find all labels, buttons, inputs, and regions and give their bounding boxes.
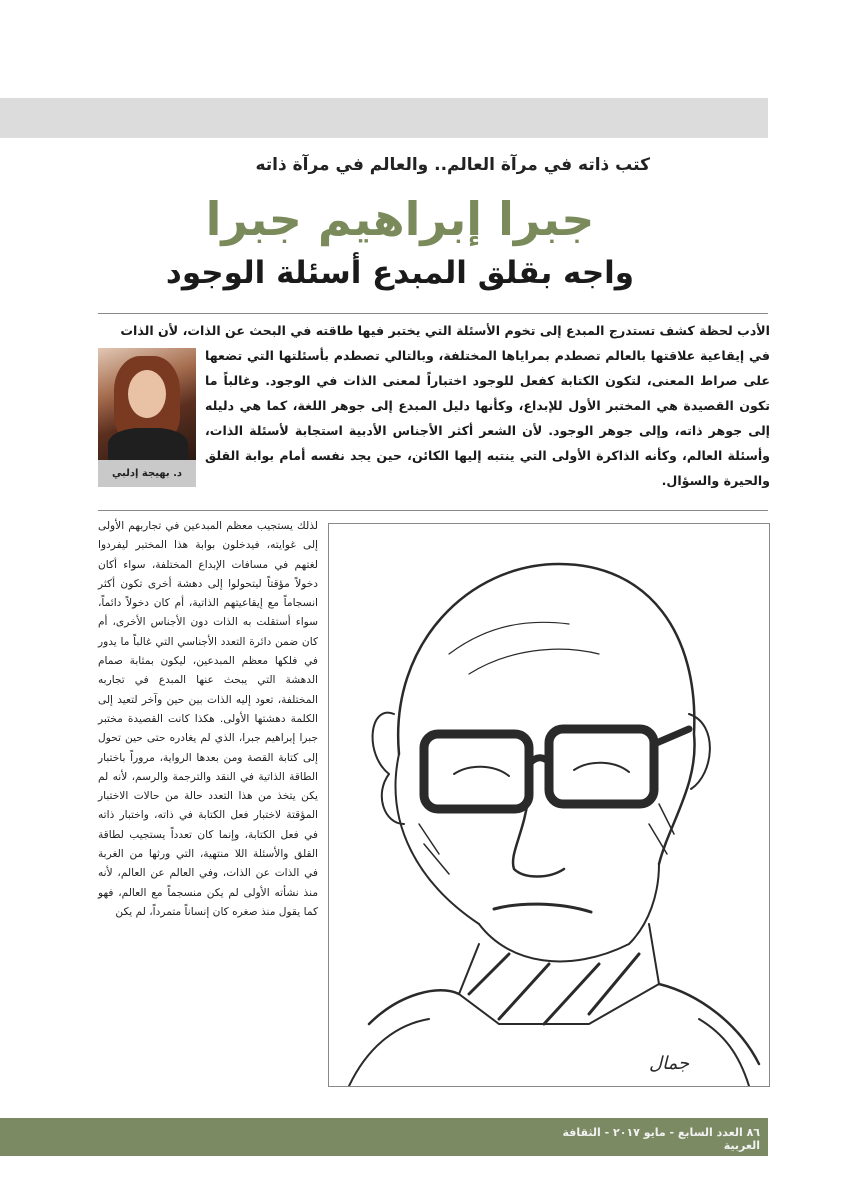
divider-top — [98, 313, 768, 314]
portrait-illustration — [328, 523, 770, 1087]
author-caption: د. بهيجة إدلبي — [98, 460, 196, 487]
top-gray-band — [0, 98, 768, 138]
article-subtitle: واجه بقلق المبدع أسئلة الوجود — [165, 255, 635, 291]
author-photo — [98, 348, 196, 460]
article-title: جبرا إبراهيم جبرا — [205, 192, 595, 246]
intro-lead-line: الأدب لحظة كشف تستدرج المبدع إلى تخوم الأسئلة التي يختبر فيها طاقته في البحث عن الذات، لأن الذات — [120, 323, 770, 338]
divider-bottom — [98, 510, 768, 511]
artist-signature: جمال — [649, 1053, 690, 1074]
article-kicker: كتب ذاته في مرآة العالم.. والعالم في مرآة ذاته — [255, 155, 650, 175]
body-column: لذلك يستجيب معظم المبدعين في تجاربهم الأولى إلى غوايته، فيدخلون بوابة هذا المختبر ليفردوا لغتهم في مسافات الإبداع المختلفة، سواء أكان دخولاً مؤقتاً ليتحولوا إلى دهشة أخرى تكون أكثر انسجاماً مع إيقاعيتهم الذاتية، أم كان دخولاً دائماً، سواء أستقلت به الذات دون الأجناس الأخرى، أم كان ضمن دائرة التعدد الأجناسي التي غالباً ما يدور في فلكها معظم المبدعين، ليكون بمثابة صمام الدهشة التي يبحث عنها المبدع في تجاربه المختلفة، تعود إليه الذات بين حين وآخر لتعيد إلى الكلمة دهشتها الأولى. هكذا كانت القصيدة مختبر جبرا إبراهيم جبرا، الذي لم يغادره حتى حين تحول إلى كتابة القصة ومن بعدها الرواية، مروراً باختبار الطاقة الذاتية في النقد والترجمة والرسم، لأنه لم يكن يتخذ من هذا التعدد حالة من حالات الاختبار المؤقتة لاختبار فعل الكتابة في ذاته، واختبار ذاته في فعل الكتابة، وإنما كان تعدداً يستجيب لطاقة القلق والأسئلة اللا منتهية، التي ورثها من الغربة في الذات عن الذات، وفي العالم عن العالم، لأنه منذ نشأته الأولى لم يكن منسجماً مع العالم، فهو كما يقول منذ صغره كان إنساناً متمرداً، لم يكن — [98, 520, 318, 918]
intro-paragraph: في إيقاعية علاقتها بالعالم تصطدم بمراياها المختلفة، وبالتالي تصطدم بأسئلتها التي تضعها على صراط المعنى، لتكون الكتابة كفعل للوجود اختباراً لمعنى الذات في الوجود. وغالباً ما تكون القصيدة هي المختبر الأول للإبداع، وكأنها دليل المبدع إلى جوهر اللغة، كما هي دليله إلى جوهر ذاته، وإلى جوهر الوجود. لأن الشعر أكثر الأجناس الأدبية استجابة لأسئلة الذات، وأسئلة العالم، وكأنه الذاكرة الأولى التي ينتبه إليها الكائن، حين يجد نفسه أمام بوابة القلق والحيرة والسؤال. — [205, 348, 770, 488]
footer-text: ٨٦ العدد السابع - مايو ٢٠١٧ - الثقافة العربية — [562, 1126, 760, 1152]
